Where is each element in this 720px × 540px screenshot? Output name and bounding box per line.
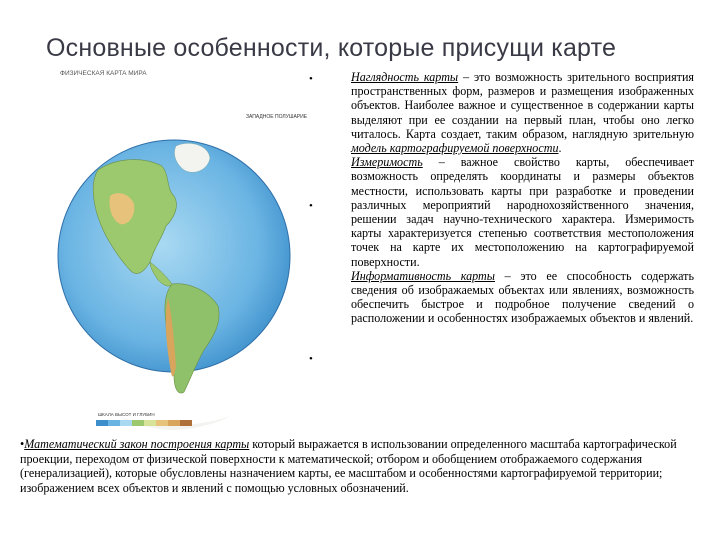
bullet-informativeness — [351, 269, 694, 326]
map-header-text: ФИЗИЧЕСКАЯ КАРТА МИРА — [60, 70, 147, 77]
term-math-law: Математический закон построения карты — [24, 437, 250, 451]
hemisphere-label: ЗАПАДНОЕ ПОЛУШАРИЕ — [246, 114, 308, 120]
elevation-scale — [96, 420, 192, 426]
text-measurability: – важное свойство карты, обеспечивает возможность определять координаты и размеры объектов местности, использовать карты при разработке и проведении различных мероприятий народнохозяйственного значения, решении задач научно-технического характера. Измеримость карты характеризуется степенью соответствия местоположения точек на карте их местоположению на картографируемой поверхности. — [351, 155, 694, 269]
bullet-marker: • — [309, 73, 313, 85]
legend-label: ШКАЛА ВЫСОТ И ГЛУБИН — [98, 412, 155, 417]
bullet-visibility — [351, 70, 694, 155]
term-informativeness: Информативность карты — [351, 268, 495, 283]
text-informativeness: – это ее способность содержать сведения об изображаемых объектах или явлениях, возможность обеспечить быстрое и подробное получение сведений о расположении и особенностях изображаемых объектов и явлений. — [351, 268, 694, 326]
term-visibility: Наглядность карты — [351, 70, 459, 84]
bullet-marker: • — [309, 353, 313, 365]
properties-list — [351, 70, 694, 326]
math-law-paragraph — [20, 437, 696, 495]
text-math-law: который выражается в использовании определенного масштаба картографической проекции, переходом от физической поверхности к математической; отбором и обобщением отображаемого содержания (генерализацией), которые обусловлены назначением карты, ее масштабом и особенностями картографируемой территории; изображением всех объектов и явлений с помощью условных обозначений. — [20, 437, 677, 495]
bullet-marker: • — [309, 200, 313, 212]
bullet-measurability — [351, 155, 694, 269]
text-visibility: – это возможность зрительного восприятия пространственных форм, размеров и размещения изображенных объектов. Наиболее важное и существенное в содержании карты выделяют при ее создании на первый план, чтобы оно легко читалось. Карта создает, таким образом, наглядную зрительную — [351, 70, 694, 141]
world-map-western-hemisphere — [58, 66, 308, 434]
term-model: модель картографируемой поверхности — [351, 141, 559, 156]
bottom-bullet: • — [20, 437, 25, 451]
term-measurability: Измеримость — [351, 155, 423, 170]
text-visibility-tail: . — [558, 141, 562, 156]
slide-title: Основные особенности, которые присущи карте — [46, 34, 617, 62]
